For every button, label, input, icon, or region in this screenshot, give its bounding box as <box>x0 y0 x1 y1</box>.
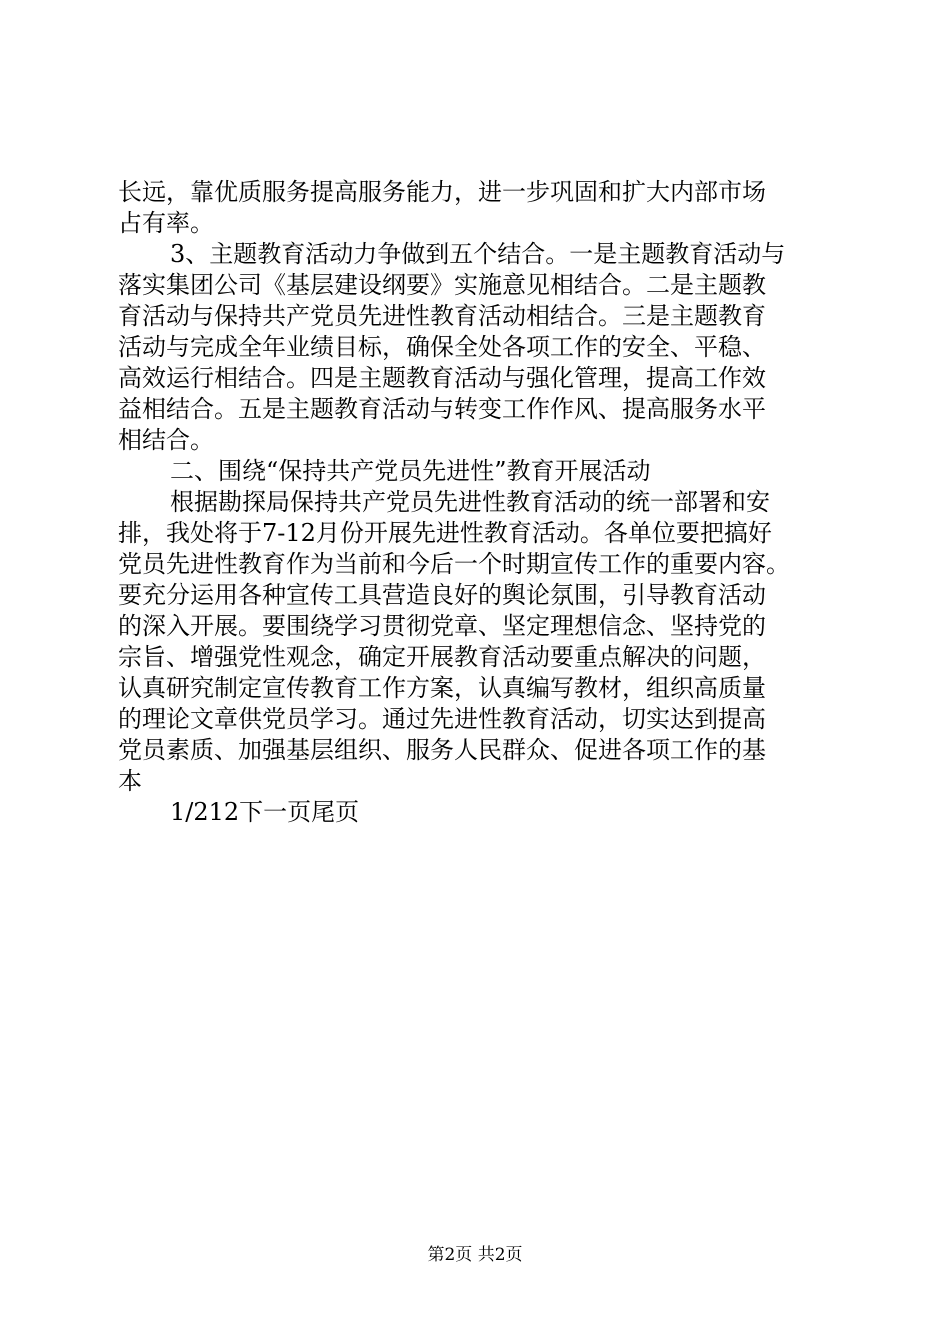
text-line: 的深入开展。要围绕学习贯彻党章、坚定理想信念、坚持党的 <box>118 612 766 640</box>
text-line: 排，我处将于7-12月份开展先进性教育活动。各单位要把搞好 <box>118 519 772 547</box>
text-line: 相结合。 <box>118 426 214 454</box>
text-line: 宗旨、增强党性观念，确定开展教育活动要重点解决的问题， <box>118 643 766 671</box>
text-line: 育活动与保持共产党员先进性教育活动相结合。三是主题教育 <box>118 302 766 330</box>
text-line: 高效运行相结合。四是主题教育活动与强化管理，提高工作效 <box>118 364 766 392</box>
page-number-footer: 第2页 共2页 <box>427 1245 523 1265</box>
pagination-links[interactable]: 1/212下一页尾页 <box>170 798 360 826</box>
text-line: 落实集团公司《基层建设纲要》实施意见相结合。二是主题教 <box>118 271 766 299</box>
paragraph-start-line: 根据勘探局保持共产党员先进性教育活动的统一部署和安 <box>170 488 770 516</box>
text-line: 益相结合。五是主题教育活动与转变工作作风、提高服务水平 <box>118 395 766 423</box>
text-line: 党员先进性教育作为当前和今后一个时期宣传工作的重要内容。 <box>118 550 790 578</box>
text-line: 活动与完成全年业绩目标，确保全处各项工作的安全、平稳、 <box>118 333 766 361</box>
section-heading: 二、围绕“保持共产党员先进性”教育开展活动 <box>170 457 651 485</box>
text-line: 的理论文章供党员学习。通过先进性教育活动，切实达到提高 <box>118 705 766 733</box>
text-line: 本 <box>118 767 142 795</box>
text-line: 认真研究制定宣传教育工作方案，认真编写教材，组织高质量 <box>118 674 766 702</box>
text-line: 占有率。 <box>118 209 214 237</box>
text-line: 党员素质、加强基层组织、服务人民群众、促进各项工作的基 <box>118 736 766 764</box>
paragraph-start-line: 3、主题教育活动力争做到五个结合。一是主题教育活动与 <box>170 240 786 268</box>
text-line: 长远，靠优质服务提高服务能力，进一步巩固和扩大内部市场 <box>118 178 766 206</box>
text-line: 要充分运用各种宣传工具营造良好的舆论氛围，引导教育活动 <box>118 581 766 609</box>
